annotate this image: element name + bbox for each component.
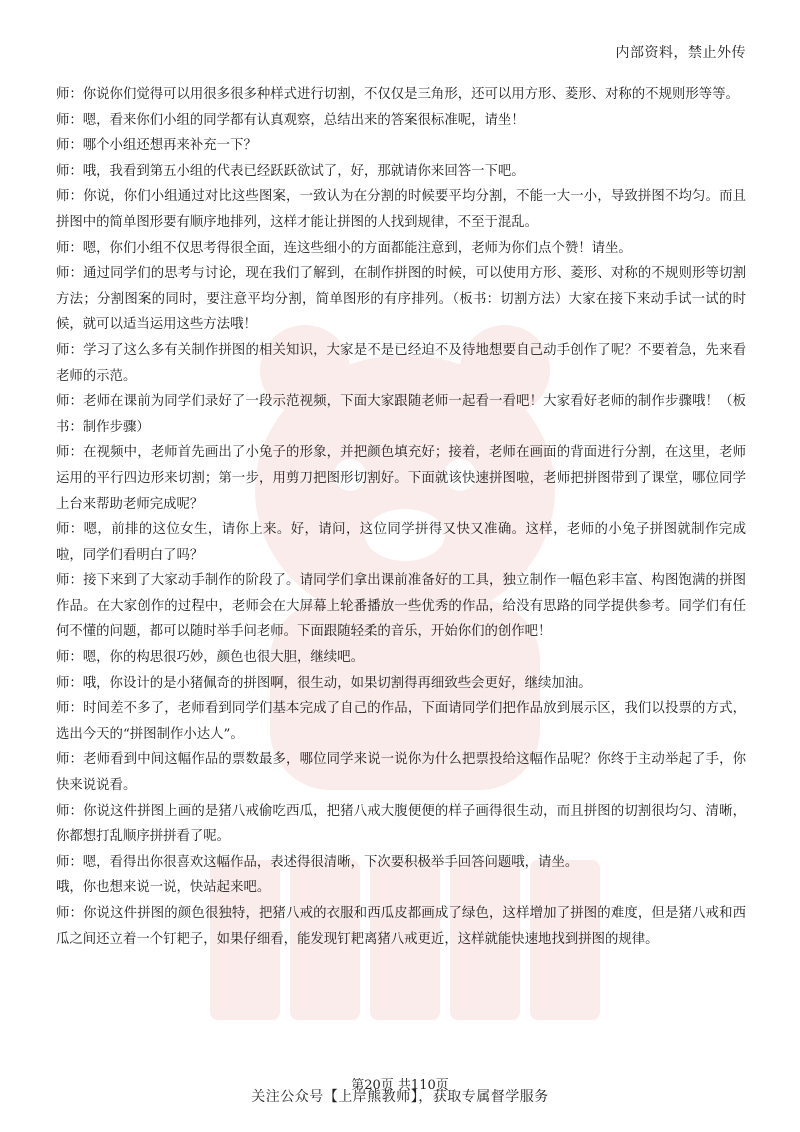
paragraph: 师：哪个小组还想再来补充一下？ — [56, 138, 257, 154]
paragraph: 师：接下来到了大家动手制作的阶段了。请同学们拿出课前准备好的工具，独立制作一幅色彩丰富、构图饱满的拼图作品。在大家创作的过程中，老师会在大屏幕上轮番播放一些优秀的作品，给没有思路的同学提供参考。同学们有任何不懂的问题，都可以随时举手问老师。下面跟随轻柔的音乐，开始你们的创作吧！ — [56, 573, 746, 640]
paragraph: 师：学习了这么多有关制作拼图的相关知识，大家是不是已经迫不及待地想要自己动手创作了呢？不要着急，先来看老师的示范。 — [56, 342, 746, 384]
confidential-note: 内部资料，禁止外传 — [615, 45, 746, 61]
paragraph: 师：你说你们觉得可以用很多很多种样式进行切割，不仅仅是三角形，还可以用方形、菱形、对称的不规则形等等。 — [56, 87, 739, 102]
paragraph: 师：嗯，你们小组不仅思考得很全面，连这些细小的方面都能注意到，老师为你们点个赞！请坐。 — [56, 240, 632, 256]
paragraph: 师：老师看到中间这幅作品的票数最多，哪位同学来说一说你为什么把票投给这幅作品呢？你终于主动举起了手，你快来说说看。 — [56, 752, 746, 794]
footer-promo-text: 关注公众号【上岸熊教师】，获取专属督学服务 — [251, 1089, 549, 1105]
paragraph: 哦，你也想来说一说，快站起来吧。 — [56, 880, 271, 896]
paragraph: 师：老师在课前为同学们录好了一段示范视频，下面大家跟随老师一起看一看吧！大家看好老师的制作步骤哦！（板书：制作步骤） — [56, 394, 746, 435]
paragraph: 师：你说，你们小组通过对比这些图案，一致认为在分割的时候要平均分割，不能一大一小，导致拼图不均匀。而且拼图中的简单图形要有顺序地排列，这样才能让拼图的人找到规律，不至于混乱。 — [56, 189, 746, 230]
paragraph: 师：嗯，看得出你很喜欢这幅作品，表述得很清晰，下次要积极举手回答问题哦，请坐。 — [56, 854, 579, 870]
paragraph: 师：通过同学们的思考与讨论，现在我们了解到，在制作拼图的时候，可以使用方形、菱形、对称的不规则形等切割方法；分割图案的同时，要注意平均分割，简单图形的有序排列。（板书：切割方法）大家在接下来动手试一试的时候，就可以适当运用这些方法哦！ — [56, 266, 746, 333]
paragraph: 师：哦，我看到第五小组的代表已经跃跃欲试了，好，那就请你来回答一下吧。 — [56, 163, 525, 179]
paragraph: 师：你说这件拼图上画的是猪八戒偷吃西瓜，把猪八戒大腹便便的样子画得很生动，而且拼图的切割很均匀、清晰，你都想打乱顺序拼拼看了呢。 — [56, 803, 746, 845]
paragraph: 师：你说这件拼图的颜色很独特，把猪八戒的衣服和西瓜皮都画成了绿色，这样增加了拼图的难度，但是猪八戒和西瓜之间还立着一个钉耙子，如果仔细看，能发现钉耙离猪八戒更近，这样就能快速地找到拼图的规律。 — [56, 906, 746, 947]
paragraph: 师：嗯，前排的这位女生，请你上来。好，请问，这位同学拼得又快又准确。这样，老师的小兔子拼图就制作完成啦，同学们看明白了吗？ — [56, 522, 746, 563]
document-body — [56, 82, 746, 952]
paragraph: 师：时间差不多了，老师看到同学们基本完成了自己的作品，下面请同学们把作品放到展示区，我们以投票的方式，选出今天的“拼图制作小达人”。 — [56, 701, 746, 742]
page-number: 第20页 共110页 — [351, 1078, 449, 1093]
paragraph: 师：在视频中，老师首先画出了小兔子的形象，并把颜色填充好；接着，老师在画面的背面进行分割，在这里，老师运用的平行四边形来切割；第一步，用剪刀把图形切割好。下面就该快速拼图啦，老师把拼图带到了课堂，哪位同学上台来帮助老师完成呢？ — [56, 445, 746, 512]
paragraph: 师：嗯，看来你们小组的同学都有认真观察，总结出来的答案很标准呢，请坐！ — [56, 112, 525, 128]
paragraph: 师：哦，你设计的是小猪佩奇的拼图啊，很生动，如果切割得再细致些会更好，继续加油。 — [56, 675, 592, 691]
paragraph: 师：嗯，你的构思很巧妙，颜色也很大胆，继续吧。 — [56, 650, 364, 666]
